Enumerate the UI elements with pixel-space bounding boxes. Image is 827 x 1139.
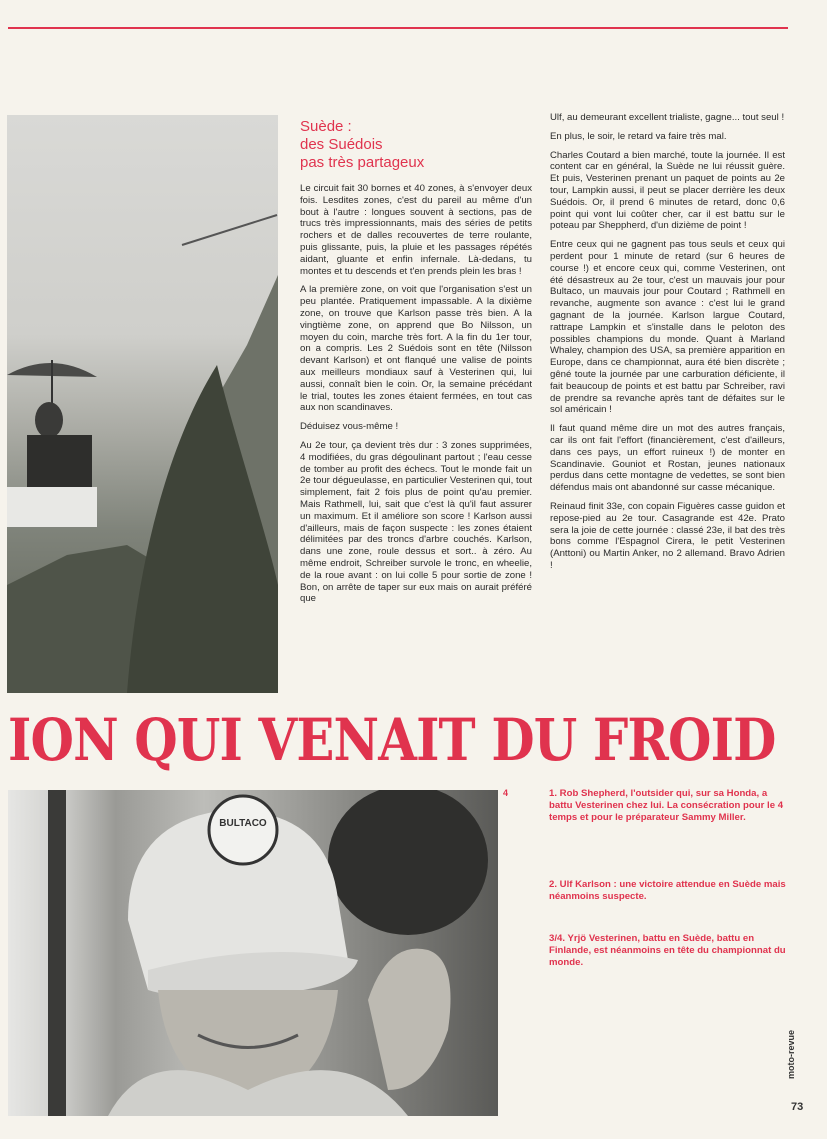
photo-number: 4 xyxy=(503,788,509,798)
caption-1: 1. Rob Shepherd, l'outsider qui, sur sa Honda, a battu Vesterinen chez lui. La consécration pour le 4 temps et pour le préparateur Sammy Miller. xyxy=(549,788,784,823)
paragraph: Il faut quand même dire un mot des autres français, car ils ont fait l'effort (financièrement, c'est d'ailleurs, dans ces pays, un effort ruineux !) de monter en Scandinavie. Gouniot et Rostan, jeunes nationaux perdus dans cette montagne de vedettes, se sont bien défendus mais ont abandonné sur casse mécanique. xyxy=(550,423,785,494)
paragraph: Ulf, au demeurant excellent trialiste, gagne... tout seul ! xyxy=(550,112,785,123)
cap-logo-text: BULTACO xyxy=(219,818,267,829)
paragraph: Le circuit fait 30 bornes et 40 zones, à s'envoyer deux fois. Lesdites zones, c'est du pareil au même d'un bout à l'autre : longues souvent à sections, pas de trucs très impressionnants, mais des séries de petits rochers et de dalles recouvertes de terre roulante, puis glissante, puis, la pluie et les passages répétés aidant, gluante et enfin infernale. Là-dedans, tu montes et tu descends et t'en prends plein les bras ! xyxy=(300,183,532,277)
article-column-2 xyxy=(550,112,785,579)
article-column-1 xyxy=(300,183,532,612)
photo-rider-portrait xyxy=(8,790,498,1116)
photo-trial-hillside xyxy=(7,115,278,693)
paragraph: En plus, le soir, le retard va faire très mal. xyxy=(550,130,727,142)
article-headline xyxy=(300,118,530,172)
caption-3: 3/4. Yrjö Vesterinen, battu en Suède, battu en Finlande, est néanmoins en tête du championnat du monde. xyxy=(549,933,786,968)
paragraph: Entre ceux qui ne gagnent pas tous seuls et ceux qui perdent pour 1 minute de retard (sur 6 heures de course !) et encore ceux qui, comme Vesterinen, ont été désastreux au 2e tour, c'est un mauvais jour pour Bultaco, un mauvais jour pour Coutard ; Rathmell en revanche, augmente son avance : c'est lui le grand gagnant de la journée. Karlson largue Coutard, rattrape Lampkin et s'installe dans le peloton des possibles champions du monde. Quant à Marland Whaley, champion des USA, sa première apparition en Europe, dans ce championnat, aura été bien discrète ; gêné toute la journée par une carburation déficiente, il fait beaucoup de points et est battu par Schreiber, ravi de prendre sa revanche après tant de défaites sur le sol américain ! xyxy=(550,239,785,416)
caption-2: 2. Ulf Karlson : une victoire attendue en Suède mais néanmoins suspecte. xyxy=(549,879,786,902)
top-rule xyxy=(8,27,788,29)
paragraph: Reinaud finit 33e, con copain Figuères casse guidon et repose-pied au 2e tour. Casagrande est 42e. Prato sera la joie de cette journée : classé 23e, il bat des très bons comme l'Espagnol Cirera, le petit Vesterinen (Anttoni) ou Martin Anker, no 2 allemand. Bravo Adrien ! xyxy=(550,500,785,571)
paragraph: Déduisez vous-même ! xyxy=(300,421,399,433)
paragraph: Au 2e tour, ça devient très dur : 3 zones supprimées, 4 modifiées, du gras dégoulinant partout ; l'eau cesse de tomber au profit des échecs. Tout le monde fait un 2e tour dégueulasse, en particulier Vesterinen qui, tout simplement, fait 2 fois plus de point qu'au premier. Mais Rathmell, lui, sait que c'est là qu'il faut assurer un maximum. Et il améliore son score ! Karlson aussi d'ailleurs, mais de façon suspecte : les zones étaient délimitées par des troncs d'arbre couchés. Karlson, dans une zone, roule dessus et sort.. à zéro. Au même endroit, Schreiber survole le tronc, en wheelie, de la roue avant : on lui colle 5 pour sortie de zone ! Bon, on arrête de taper sur eux mais on aurait préféré que xyxy=(300,439,533,605)
headline-line-1: Suède : xyxy=(300,118,352,135)
magazine-name: moto-revue xyxy=(786,1030,796,1080)
banner-title: ION QUI VENAIT DU FROID xyxy=(8,706,776,774)
page-number: 73 xyxy=(791,1101,804,1113)
headline-line-2: des Suédois xyxy=(300,136,383,153)
headline-line-3: pas très partageux xyxy=(300,154,425,171)
paragraph: A la première zone, on voit que l'organisation s'est un peu plantée. Pratiquement impassable. A la dixième zone, on trouve que Karlson passe très bien. A la vingtième zone, on apprend que Bo Nilsson, un moyen du coin, marche très fort. A la fin du 1er tour, on a compris. Les 2 Suédois sont en tête (Nilsson devant Karlson) et ont flanqué une valise de points aux meilleurs mondiaux sauf à Vesterinen qui, lui aussi, connaît bien le coin. Or, la semaine précédant le trial, toutes les zones étaient fermées, en tout cas aux non scandinaves. xyxy=(300,284,532,414)
paragraph: Charles Coutard a bien marché, toute la journée. Il est content car en général, la Suède ne lui réussit guère. Et puis, Vesterinen prenant un paquet de points au 2e tour, Lampkin aussi, il peut se placer derrière les deux Suédois. Or, il prend 6 minutes de retard, donc 0,6 point qui vont lui coûter cher, car il est battu sur le poteau par Sheppherd, d'un dizième de point ! xyxy=(550,149,785,232)
